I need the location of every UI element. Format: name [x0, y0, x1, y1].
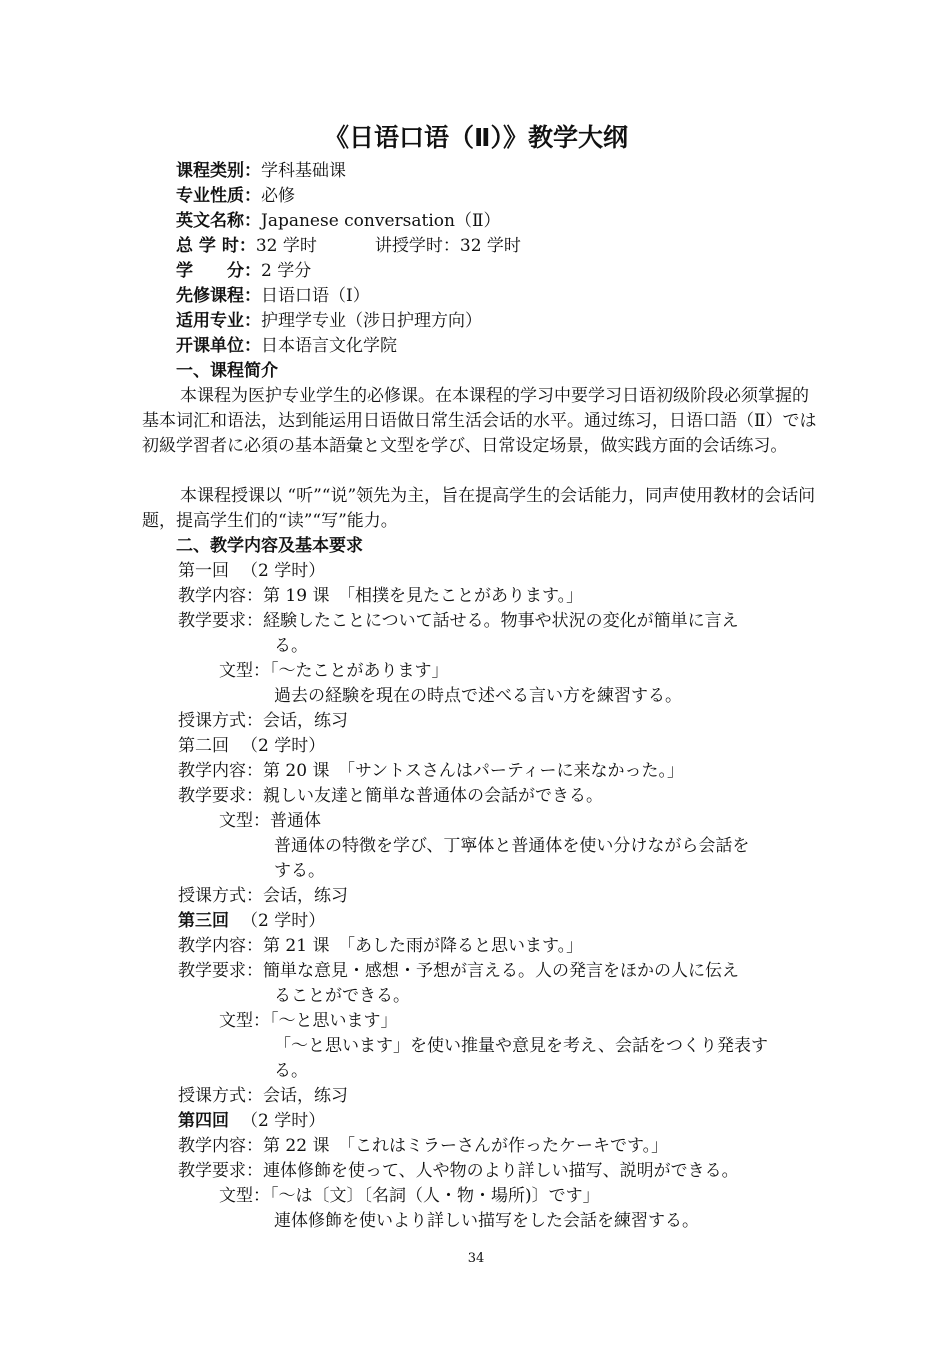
lesson-3-pattern: 文型：「～と思います」 — [219, 1011, 398, 1031]
info-label: 总 学 时 — [176, 236, 239, 256]
info-value: 2 学分 — [261, 261, 312, 281]
lesson-1-pattern-desc: 過去の経験を現在の時点で述べる言い方を練習する。 — [274, 686, 682, 706]
page-title: 《日语口语（Ⅱ）》教学大纲 — [324, 123, 628, 152]
info-value: 32 学时 — [255, 236, 317, 256]
info-label: 课程类别 — [176, 161, 244, 181]
section-heading-content: 二、教学内容及基本要求 — [176, 536, 363, 556]
lesson-1-method: 授课方式：会话，练习 — [178, 711, 348, 731]
lesson-2-heading — [178, 734, 325, 759]
info-label: 开课单位 — [176, 336, 244, 356]
lesson-2-method: 授课方式：会话，练习 — [178, 886, 348, 906]
lesson-hours: （2 学时） — [241, 911, 326, 931]
info-category: 课程类别：学科基础课 — [176, 161, 346, 181]
info-value: 学科基础课 — [261, 161, 346, 181]
lesson-4-requirement: 教学要求：連体修飾を使って、人や物のより詳しい描写、説明ができる。 — [178, 1161, 739, 1181]
info-label: 适用专业 — [176, 311, 244, 331]
lesson-3-requirement: 教学要求：簡単な意見・感想・予想が言える。人の発言をほかの人に伝え — [178, 961, 739, 981]
lesson-number: 第三回 — [178, 911, 229, 931]
info-hours: 总 学 时：32 学时 讲授学时：32 学时 — [176, 236, 521, 256]
lesson-1-heading — [178, 559, 325, 584]
lesson-3-content: 教学内容：第 21 课 「あした雨が降ると思います。」 — [178, 936, 584, 956]
lesson-3-pattern-desc-cont: る。 — [274, 1061, 308, 1081]
intro-paragraph-1: 本课程为医护专业学生的必修课。在本课程的学习中要学习日语初级阶段必须掌握的基本词汇和语法，达到能运用日语做日常生活会话的水平。通过练习，日语口語（Ⅱ）では初級学習者に必須の基本語彙と文型を学び、日常设定场景，做实践方面的会话练习。 — [142, 386, 817, 456]
lesson-1-requirement-cont: る。 — [274, 636, 308, 656]
info-value: Japanese conversation（Ⅱ） — [261, 211, 501, 231]
lesson-hours: （2 学时） — [241, 561, 326, 581]
lesson-number: 第二回 — [178, 736, 229, 756]
info-credits: 学 分：2 学分 — [176, 261, 312, 281]
info-english: 英文名称：Japanese conversation（Ⅱ） — [176, 211, 501, 231]
lesson-4-heading — [178, 1109, 325, 1134]
info-unit: 开课单位：日本语言文化学院 — [176, 336, 397, 356]
info-label: 专业性质 — [176, 186, 244, 206]
lesson-3-pattern-desc: 「～と思います」を使い推量や意見を考え、会話をつくり発表す — [274, 1036, 769, 1056]
lesson-number: 第四回 — [178, 1111, 229, 1131]
info-lecture-hours: 讲授学时：32 学时 — [374, 236, 521, 256]
info-prereq: 先修课程：日语口语（Ⅰ） — [176, 286, 370, 306]
lesson-3-heading — [178, 909, 325, 934]
lesson-2-pattern-desc: 普通体の特徴を学び、丁寧体と普通体を使い分けながら会話を — [274, 836, 750, 856]
lesson-1-content: 教学内容：第 19 课 「相撲を見たことがあります。」 — [178, 586, 584, 606]
lesson-4-content: 教学内容：第 22 课 「これはミラーさんが作ったケーキです。」 — [178, 1136, 669, 1156]
page-number: 34 — [467, 1251, 485, 1266]
info-value: 护理学专业（涉日护理方向） — [261, 311, 482, 331]
info-nature: 专业性质：必修 — [176, 186, 295, 206]
lesson-2-pattern-desc-cont: する。 — [274, 861, 325, 881]
info-value: 日语口语（Ⅰ） — [261, 286, 370, 306]
lesson-hours: （2 学时） — [241, 1111, 326, 1131]
info-major: 适用专业：护理学专业（涉日护理方向） — [176, 311, 482, 331]
info-label: 英文名称 — [176, 211, 244, 231]
intro-paragraph-2: 本课程授课以 “听”“说”领先为主，旨在提高学生的会话能力，同声使用教材的会话问题，提高学生们的“读”“写”能力。 — [142, 486, 816, 531]
lesson-4-pattern: 文型：「～は〔文〕〔名詞（人・物・場所)〕です」 — [219, 1186, 600, 1206]
lesson-1-requirement: 教学要求：経験したことについて話せる。物事や状況の変化が簡単に言え — [178, 611, 739, 631]
lesson-2-requirement: 教学要求：親しい友達と簡単な普通体の会話ができる。 — [178, 786, 603, 806]
lesson-1-pattern: 文型：「～たことがあります」 — [219, 661, 449, 681]
lesson-3-method: 授课方式：会话，练习 — [178, 1086, 348, 1106]
lesson-2-pattern: 文型：普通体 — [219, 811, 321, 831]
lesson-4-pattern-desc: 連体修飾を使いより詳しい描写をした会話を練習する。 — [274, 1211, 699, 1231]
info-label: 先修课程 — [176, 286, 244, 306]
info-value: 日本语言文化学院 — [261, 336, 397, 356]
lesson-hours: （2 学时） — [241, 736, 326, 756]
lesson-number: 第一回 — [178, 561, 229, 581]
section-heading-intro: 一、课程简介 — [176, 361, 278, 381]
info-value: 必修 — [261, 186, 295, 206]
lesson-2-content: 教学内容：第 20 课 「サントスさんはパーティーに来なかった。」 — [178, 761, 685, 781]
info-label: 学 分 — [176, 261, 244, 281]
lesson-3-requirement-cont: ることができる。 — [274, 986, 410, 1006]
